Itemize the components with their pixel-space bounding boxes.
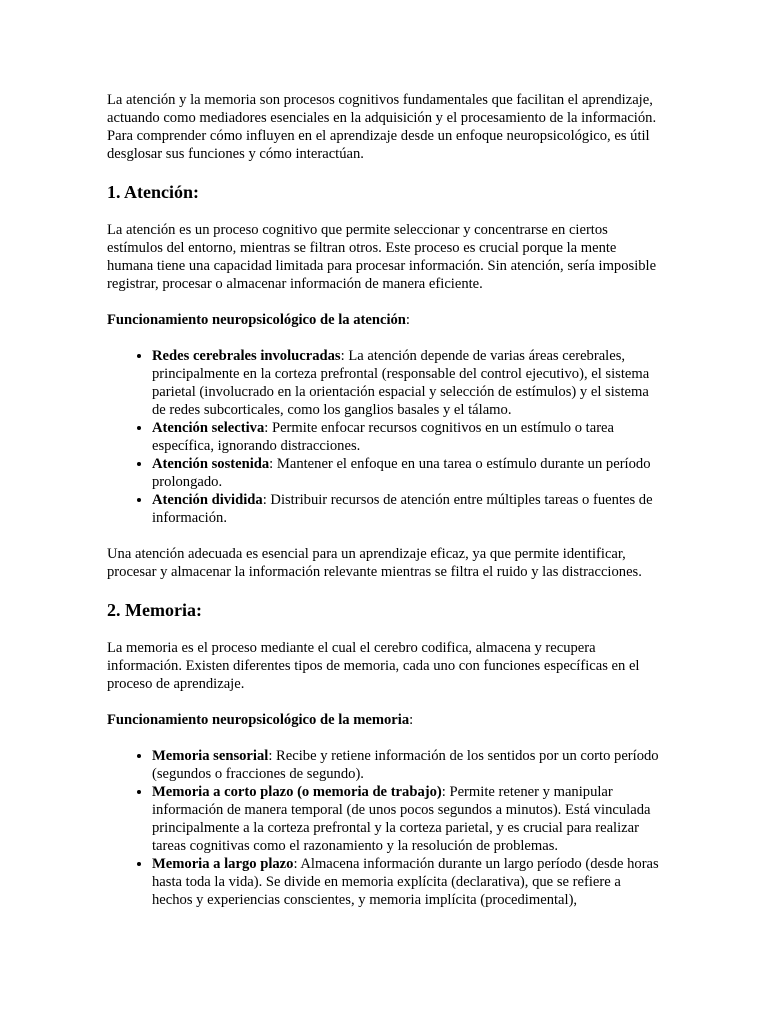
subheading-atencion-suffix: : [405,312,410,328]
list-item-term: Atención sostenida [152,456,270,472]
section-paragraph-memoria: La memoria es el proceso mediante el cual el cerebro codifica, almacena y recupera información. Existen diferentes tipos de memoria, cada uno con funciones específicas en el proceso de aprendizaje. [107,640,640,692]
list-item [152,855,662,909]
list-item [152,455,662,491]
list-item-term: Memoria a largo plazo [152,856,294,872]
document-page [107,91,662,927]
list-memoria [107,747,662,909]
list-item [152,783,662,855]
list-item-text: : La atención depende de varias áreas cerebrales, principalmente en la corteza prefrontal (responsable del control ejecutivo), el sistema parietal (involucrado en la orientación espacial y selección de estímulos) y el sistema de redes subcorticales, como los ganglios basales y el tálamo. [152,348,650,418]
list-item-text: : Recibe y retiene información de los sentidos por un corto período (segundos o fracciones de segundo). [152,748,659,782]
closing-paragraph-atencion: Una atención adecuada es esencial para un aprendizaje eficaz, ya que permite identificar, procesar y almacenar la información relevante mientras se filtra el ruido y las distracciones. [107,546,642,580]
list-item [152,419,662,455]
subheading-memoria [107,711,662,729]
subheading-memoria-suffix: : [409,712,414,728]
subheading-atencion-label: Funcionamiento neuropsicológico de la atención [107,312,406,328]
list-item-term: Memoria a corto plazo (o memoria de trabajo) [152,784,442,800]
list-item [152,747,662,783]
section-paragraph-atencion: La atención es un proceso cognitivo que permite seleccionar y concentrarse en ciertos estímulos del entorno, mientras se filtran otros. Este proceso es crucial porque la mente humana tiene una capacidad limitada para procesar información. Sin atención, sería imposible registrar, procesar o almacenar información de manera eficiente. [107,222,657,292]
list-item-text: : Distribuir recursos de atención entre múltiples tareas o fuentes de información. [152,492,653,526]
list-item-term: Memoria sensorial [152,748,269,764]
list-item-text: : Almacena información durante un largo período (desde horas hasta toda la vida). Se divide en memoria explícita (declarativa), que se refiere a hechos y experiencias conscientes, y memoria implícita (procedimental), [152,856,659,908]
subheading-memoria-label: Funcionamiento neuropsicológico de la memoria [107,712,410,728]
list-item-term: Redes cerebrales involucradas [152,348,341,364]
section-heading-memoria: 2. Memoria: [107,600,202,620]
list-item-term: Atención dividida [152,492,263,508]
intro-paragraph: La atención y la memoria son procesos cognitivos fundamentales que facilitan el aprendizaje, actuando como mediadores esenciales en la adquisición y el procesamiento de la información. Para comprender cómo influyen en el aprendizaje desde un enfoque neuropsicológico, es útil desglosar sus funciones y cómo interactúan. [107,92,657,162]
list-item [152,347,662,419]
list-item-text: : Mantener el enfoque en una tarea o estímulo durante un período prolongado. [152,456,651,490]
list-item [152,491,662,527]
subheading-atencion [107,311,662,329]
list-item-text: : Permite retener y manipular información de manera temporal (de unos pocos segundos a minutos). Está vinculada principalmente a la corteza prefrontal y la corteza parietal, y es crucial para realizar tareas cognitivas como el razonamiento y la resolución de problemas. [152,784,651,854]
list-item-term: Atención selectiva [152,420,265,436]
section-heading-atencion: 1. Atención: [107,182,199,202]
list-atencion [107,347,662,527]
list-item-text: : Permite enfocar recursos cognitivos en un estímulo o tarea específica, ignorando distracciones. [152,420,615,454]
